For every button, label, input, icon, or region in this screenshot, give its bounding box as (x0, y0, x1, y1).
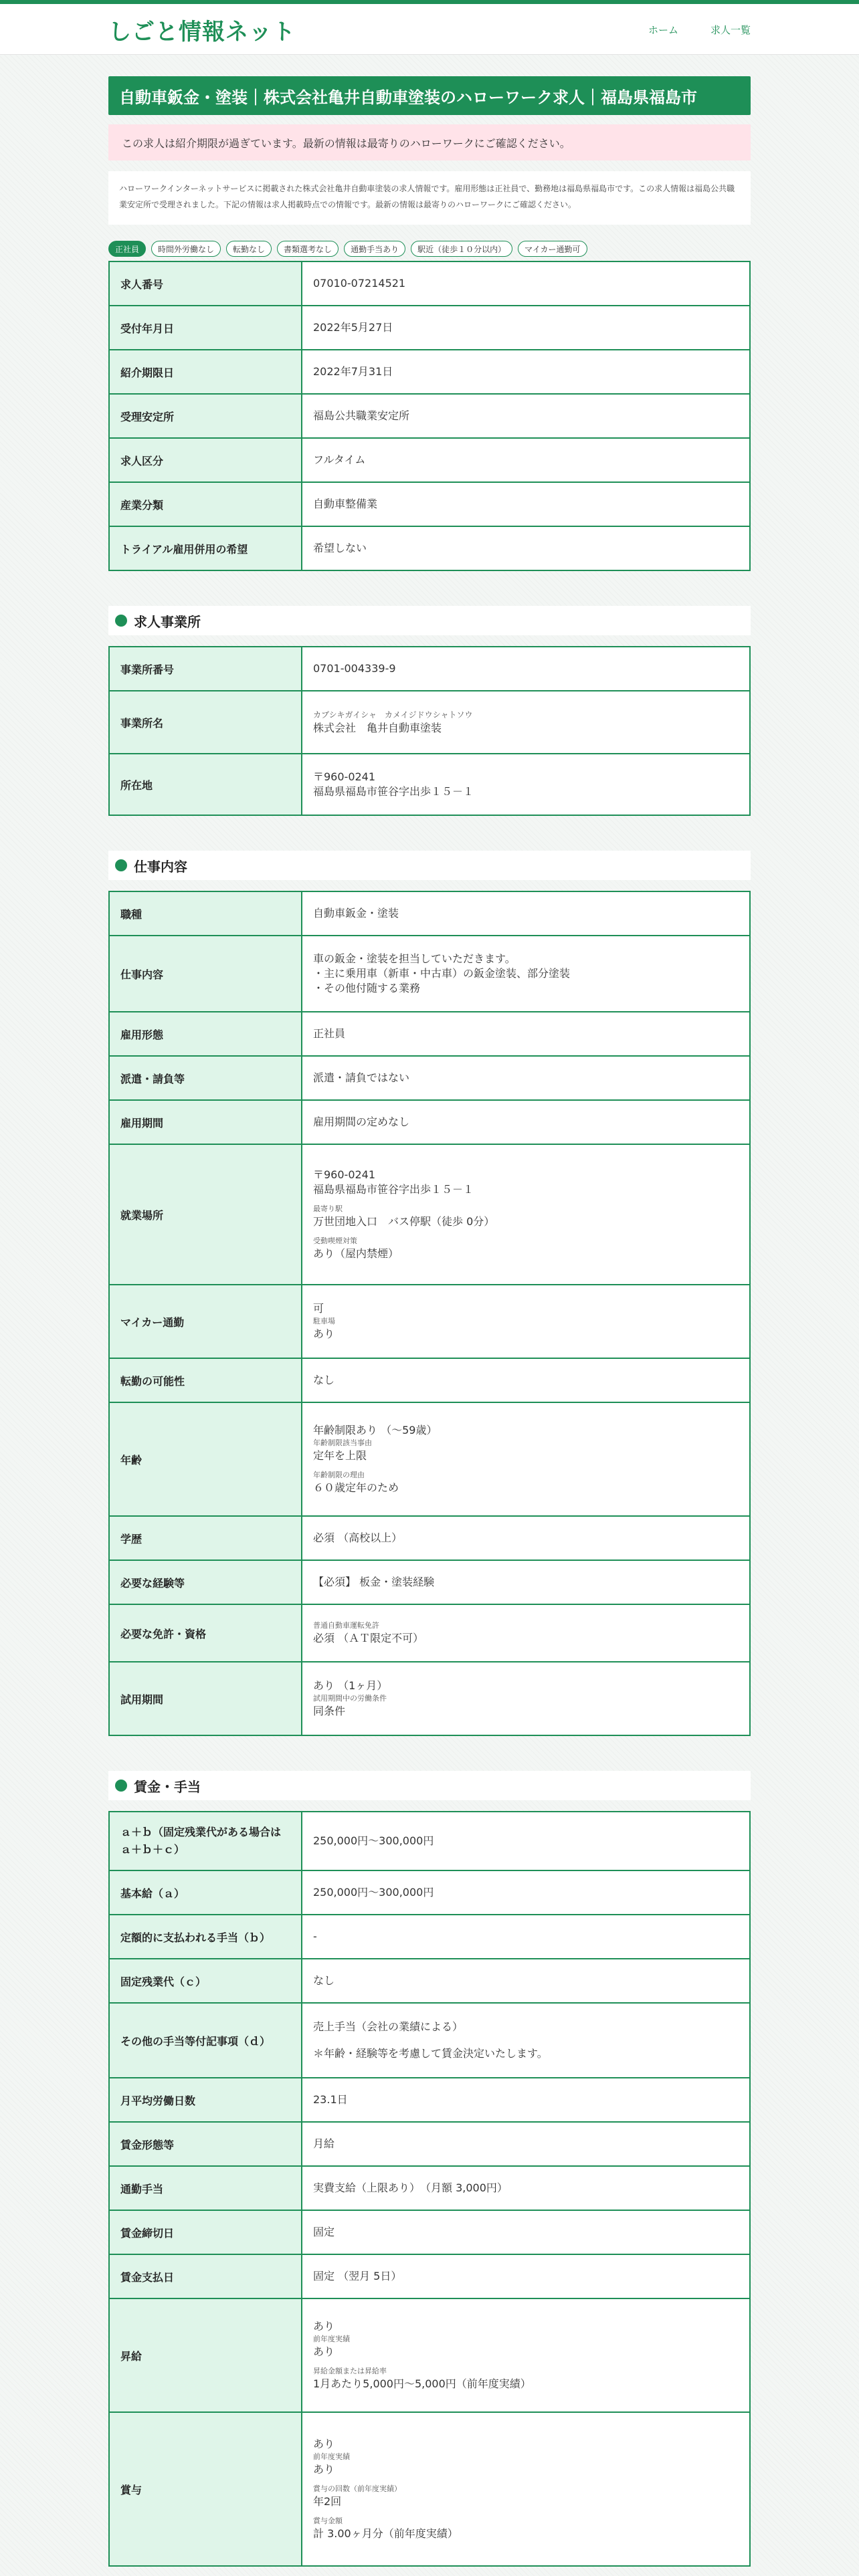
table-row (109, 1100, 750, 1144)
job-content-line: ・その他付随する業務 (313, 982, 421, 994)
section-job-heading (108, 851, 751, 880)
smoking-policy: あり（屋内禁煙） (313, 1247, 399, 1260)
row-label: 就業場所 (109, 1144, 302, 1285)
job-description-summary: ハローワークインターネットサービスに掲載された株式会社亀井自動車塗装の求人情報です。雇用形態は正社員で、勤務地は福島県福島市です。この求人情報は福島公共職業安定所で受理されました。下記の情報は求人掲載時点での情報です。最新の情報は最寄りのハローワークにご確認ください。 (108, 171, 751, 225)
bonus-prev-sublabel: 前年度実績 (313, 2452, 350, 2461)
row-label: 通勤手当 (109, 2166, 302, 2210)
table-row (109, 1560, 750, 1604)
row-label: マイカー通勤 (109, 1285, 302, 1358)
receiving-office: 福島公共職業安定所 (302, 394, 750, 438)
job-type: 自動車鈑金・塗装 (302, 891, 750, 936)
bonus: あり (313, 2438, 335, 2450)
job-table (108, 891, 751, 1736)
office-name-kana: カブシキガイシャ カメイジドウシャトソウ (313, 710, 473, 720)
wage-table (108, 1811, 751, 2567)
section-title: 求人事業所 (134, 613, 201, 630)
experience: 【必須】 板金・塗装経験 (302, 1560, 750, 1604)
fixed-overtime: なし (302, 1959, 750, 2003)
section-title: 仕事内容 (134, 858, 187, 875)
table-row (109, 2298, 750, 2412)
table-row (109, 2166, 750, 2210)
trial-cell (302, 1662, 750, 1735)
main-nav (648, 23, 751, 37)
raise-amount: 1月あたり5,000円～5,000円（前年度実績） (313, 2377, 531, 2390)
office-zip: 〒960-0241 (313, 770, 376, 783)
age-why: ６０歳定年のため (313, 1481, 399, 1494)
table-row (109, 1812, 750, 1870)
row-label: 賃金形態等 (109, 2122, 302, 2166)
age-reason-sublabel: 年齢制限該当事由 (313, 1438, 372, 1447)
trial-sublabel: 試用期間中の労働条件 (313, 1694, 387, 1703)
work-address: 福島県福島市笹谷字出歩１５－１ (313, 1183, 474, 1196)
row-label: その他の手当等付記事項（ｄ） (109, 2003, 302, 2078)
license-cell (302, 1604, 750, 1662)
employment-period: 雇用期間の定めなし (302, 1100, 750, 1144)
license-sublabel: 普通自動車運転免許 (313, 1621, 379, 1630)
bonus-amount-sublabel: 賞与金額 (313, 2516, 343, 2525)
job-content-line: 車の鈑金・塗装を担当していただきます。 (313, 952, 516, 965)
table-row (109, 1358, 750, 1402)
table-row (109, 2210, 750, 2254)
table-row (109, 647, 750, 691)
office-name-cell (302, 691, 750, 754)
bonus-cell (302, 2412, 750, 2566)
page-title: 自動車鈑金・塗装｜株式会社亀井自動車塗装のハローワーク求人｜福島県福島市 (108, 76, 751, 115)
tag-no-transfer: 転勤なし (226, 241, 272, 257)
row-label: 仕事内容 (109, 936, 302, 1012)
table-row (109, 1516, 750, 1560)
car-commute-cell (302, 1285, 750, 1358)
row-label: 基本給（ａ） (109, 1870, 302, 1915)
office-address: 福島県福島市笹谷字出歩１５－１ (313, 785, 474, 798)
tag-car-commute: マイカー通勤可 (518, 241, 587, 257)
row-label: 求人番号 (109, 261, 302, 306)
row-label: 昇給 (109, 2298, 302, 2412)
office-number: 0701-004339-9 (302, 647, 750, 691)
row-label: 転勤の可能性 (109, 1358, 302, 1402)
table-row (109, 2003, 750, 2078)
row-label: 所在地 (109, 754, 302, 815)
wage-total: 250,000円～300,000円 (302, 1812, 750, 1870)
parking: あり (313, 1327, 335, 1340)
office-name: 株式会社 亀井自動車塗装 (313, 722, 442, 734)
age-why-sublabel: 年齢制限の理由 (313, 1471, 365, 1479)
table-row (109, 1604, 750, 1662)
bonus-count-sublabel: 賞与の回数（前年度実績） (313, 2484, 401, 2493)
trial-period: あり （1ヶ月） (313, 1679, 388, 1692)
site-logo[interactable]: しごと情報ネット (108, 18, 296, 45)
job-content-line: ・主に乗用車（新車・中古車）の鈑金塗装、部分塗装 (313, 967, 571, 980)
raise-prev: あり (313, 2345, 335, 2358)
raise: あり (313, 2320, 335, 2333)
other-allowance: 売上手当（会社の業績による） (313, 2020, 464, 2033)
row-label: 受付年月日 (109, 306, 302, 350)
row-label: 雇用期間 (109, 1100, 302, 1144)
table-row (109, 936, 750, 1012)
raise-amount-sublabel: 昇給金額または昇給率 (313, 2367, 387, 2375)
row-label: 必要な経験等 (109, 1560, 302, 1604)
job-category: フルタイム (302, 438, 750, 482)
row-label: 事業所番号 (109, 647, 302, 691)
education: 必須 （高校以上） (302, 1516, 750, 1560)
nav-home-link[interactable]: ホーム (648, 23, 678, 36)
table-row (109, 754, 750, 815)
bonus-amount: 計 3.00ヶ月分（前年度実績） (313, 2527, 458, 2540)
row-label: 派遣・請負等 (109, 1056, 302, 1100)
work-zip: 〒960-0241 (313, 1168, 376, 1181)
tag-near-station: 駅近（徒歩１０分以内） (411, 241, 512, 257)
wage-cutoff: 固定 (302, 2210, 750, 2254)
referral-deadline: 2022年7月31日 (302, 350, 750, 394)
fixed-allowance: - (302, 1915, 750, 1959)
nearest-station: 万世団地入口 バス停駅（徒歩 0分） (313, 1215, 495, 1228)
other-allowance-cell (302, 2003, 750, 2078)
trial-condition: 同条件 (313, 1705, 346, 1717)
row-label: 求人区分 (109, 438, 302, 482)
trial-employment: 希望しない (302, 526, 750, 570)
commute-allowance: 実費支給（上限あり） （月額 3,000円） (302, 2166, 750, 2210)
raise-cell (302, 2298, 750, 2412)
row-label: 賃金締切日 (109, 2210, 302, 2254)
age-reason: 定年を上限 (313, 1449, 367, 1462)
table-row (109, 350, 750, 394)
table-row (109, 2078, 750, 2122)
row-label: 定額的に支払われる手当（ｂ） (109, 1915, 302, 1959)
bonus-count: 年2回 (313, 2495, 342, 2508)
station-sublabel: 最寄り駅 (313, 1204, 343, 1213)
row-label: 年齢 (109, 1402, 302, 1516)
row-label: 学歴 (109, 1516, 302, 1560)
parking-sublabel: 駐車場 (313, 1317, 335, 1325)
raise-prev-sublabel: 前年度実績 (313, 2335, 350, 2343)
work-place-cell (302, 1144, 750, 1285)
tag-employment: 正社員 (108, 241, 146, 257)
table-row (109, 1915, 750, 1959)
office-table (108, 646, 751, 816)
age-cell (302, 1402, 750, 1516)
section-wage-heading (108, 1771, 751, 1800)
section-office-heading (108, 606, 751, 635)
job-content-cell (302, 936, 750, 1012)
table-row (109, 261, 750, 306)
table-row (109, 1959, 750, 2003)
employment-type: 正社員 (302, 1012, 750, 1056)
nav-job-list-link[interactable]: 求人一覧 (710, 23, 751, 36)
row-label: 雇用形態 (109, 1012, 302, 1056)
row-label: 紹介期限日 (109, 350, 302, 394)
row-label: 試用期間 (109, 1662, 302, 1735)
license: 必須 （ＡＴ限定不可） (313, 1632, 424, 1644)
section-title: 賃金・手当 (134, 1778, 201, 1795)
bullet-icon (115, 859, 127, 871)
table-row (109, 306, 750, 350)
site-header (0, 4, 859, 55)
row-label: 産業分類 (109, 482, 302, 526)
dispatch-type: 派遣・請負ではない (302, 1056, 750, 1100)
other-note: ＊年齢・経験等を考慮して賃金決定いたします。 (313, 2047, 548, 2060)
tag-no-screening: 書類選考なし (277, 241, 339, 257)
row-label: 賞与 (109, 2412, 302, 2566)
base-salary: 250,000円～300,000円 (302, 1870, 750, 1915)
row-label: 受理安定所 (109, 394, 302, 438)
table-row (109, 1870, 750, 1915)
work-days: 23.1日 (302, 2078, 750, 2122)
table-row (109, 891, 750, 936)
smoking-sublabel: 受動喫煙対策 (313, 1237, 357, 1245)
row-label: トライアル雇用併用の希望 (109, 526, 302, 570)
feature-tags (108, 241, 751, 257)
tag-no-overtime: 時間外労働なし (151, 241, 221, 257)
row-label: 職種 (109, 891, 302, 936)
table-row (109, 1012, 750, 1056)
table-row (109, 1285, 750, 1358)
basic-info-table (108, 261, 751, 571)
wage-form: 月給 (302, 2122, 750, 2166)
table-row (109, 2254, 750, 2298)
bonus-prev: あり (313, 2463, 335, 2476)
table-row (109, 1662, 750, 1735)
table-row (109, 394, 750, 438)
table-row (109, 1056, 750, 1100)
office-address-cell (302, 754, 750, 815)
transfer-possibility: なし (302, 1358, 750, 1402)
row-label: 固定残業代（ｃ） (109, 1959, 302, 2003)
industry: 自動車整備業 (302, 482, 750, 526)
bullet-icon (115, 1780, 127, 1792)
main-content (108, 76, 751, 2567)
table-row (109, 1144, 750, 1285)
bullet-icon (115, 615, 127, 627)
row-label: 賃金支払日 (109, 2254, 302, 2298)
tag-commute-allowance: 通勤手当あり (344, 241, 405, 257)
table-row (109, 482, 750, 526)
row-label: 事業所名 (109, 691, 302, 754)
table-row (109, 691, 750, 754)
expired-alert: この求人は紹介期限が過ぎています。最新の情報は最寄りのハローワークにご確認ください。 (108, 124, 751, 160)
wage-payday: 固定 （翌月 5日） (302, 2254, 750, 2298)
table-row (109, 2412, 750, 2566)
age-limit: 年齢制限あり （～59歳） (313, 1424, 438, 1436)
job-number: 07010-07214521 (302, 261, 750, 306)
row-label: 必要な免許・資格 (109, 1604, 302, 1662)
row-label: 月平均労働日数 (109, 2078, 302, 2122)
row-label: ａ＋ｂ（固定残業代がある場合はａ＋ｂ＋ｃ） (109, 1812, 302, 1870)
table-row (109, 2122, 750, 2166)
accepted-date: 2022年5月27日 (302, 306, 750, 350)
table-row (109, 438, 750, 482)
table-row (109, 1402, 750, 1516)
table-row (109, 526, 750, 570)
car-commute: 可 (313, 1302, 324, 1315)
